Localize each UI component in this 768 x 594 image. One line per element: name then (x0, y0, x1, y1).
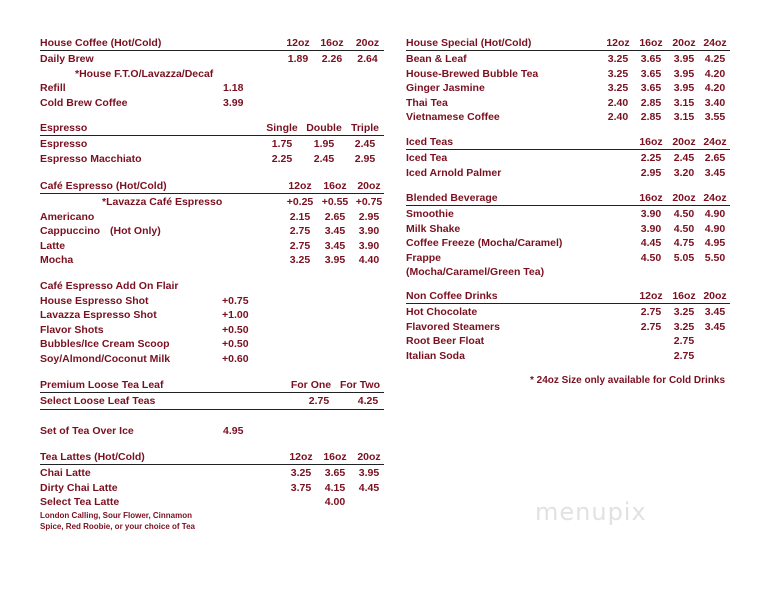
item-price: 3.65 (640, 82, 662, 94)
item-price: 2.75 (289, 225, 311, 237)
item-price: 3.90 (640, 222, 662, 235)
item-price: 2.25 (271, 152, 293, 165)
item-price: 3.25 (289, 254, 311, 266)
menu-item (40, 81, 384, 96)
item-price: 1.18 (223, 82, 244, 94)
size-label: 20oz (355, 37, 380, 49)
menu-item (406, 349, 730, 364)
size-label: Single (266, 122, 298, 134)
item-name: House Espresso Shot (40, 294, 149, 307)
item-price: 2.75 (289, 239, 311, 252)
size-label: 16oz (639, 192, 663, 204)
section-title: Non Coffee Drinks (406, 290, 498, 302)
section-title: Premium Loose Tea Leaf (40, 379, 164, 391)
item-price: 4.75 (673, 237, 695, 249)
menu-item (40, 308, 340, 323)
item-price: 2.75 (673, 335, 695, 347)
house-coffee-header (40, 36, 384, 51)
menu-item (406, 251, 730, 266)
menu-item (406, 334, 730, 349)
item-price: 3.99 (223, 96, 244, 109)
item-price: 2.75 (640, 320, 662, 333)
loose-tea-header (40, 378, 384, 393)
item-name: Daily Brew (40, 53, 94, 65)
description-line: London Calling, Sour Flower, Cinnamon (40, 510, 192, 520)
item-price: 4.20 (704, 67, 726, 80)
cafe-espresso-header (40, 179, 384, 194)
item-name: Latte (40, 239, 66, 252)
item-price: 4.95 (223, 424, 244, 437)
item-price: +0.25 (286, 196, 314, 208)
size-label: 20oz (703, 290, 727, 302)
menu-item (40, 466, 384, 481)
menu-item (40, 294, 340, 309)
item-price: 3.65 (640, 53, 662, 65)
item-price: 1.89 (287, 53, 309, 65)
tea-lattes-section (40, 450, 384, 532)
menu-item (40, 152, 384, 167)
menu-item (406, 110, 730, 125)
size-label: 20oz (357, 451, 381, 463)
size-label: 24oz (703, 192, 727, 204)
addon-title-row (40, 279, 340, 294)
menu-item (40, 424, 384, 439)
item-name: Italian Soda (406, 349, 465, 362)
menu-item (406, 96, 730, 111)
item-price: 3.95 (673, 53, 695, 65)
item-price: 2.95 (358, 210, 380, 223)
item-price: 2.40 (607, 111, 629, 123)
item-price: 2.65 (704, 152, 726, 164)
item-price: 3.45 (704, 320, 726, 333)
item-name: Select Loose Leaf Teas (40, 395, 156, 407)
item-price: 3.90 (358, 239, 380, 252)
item-name: Chai Latte (40, 467, 91, 479)
item-price: 4.25 (357, 395, 379, 407)
size-label: Double (306, 122, 342, 134)
item-price: 4.45 (358, 481, 380, 494)
item-name: Coffee Freeze (Mocha/Caramel) (406, 237, 563, 249)
item-name: Bean & Leaf (406, 53, 467, 65)
item-price: 4.15 (324, 481, 346, 494)
item-price: 2.40 (607, 96, 629, 109)
item-name: Mocha (40, 254, 74, 266)
item-price: +0.50 (222, 323, 249, 336)
size-label: Triple (350, 122, 379, 134)
item-price: 3.15 (673, 111, 695, 123)
menu-item (406, 67, 730, 82)
item-price: 3.20 (673, 166, 695, 179)
item-name: Lavazza Espresso Shot (40, 309, 157, 321)
menu-note (40, 195, 384, 210)
item-price: 3.25 (290, 467, 312, 479)
item-name: Milk Shake (406, 222, 461, 235)
size-label: 16oz (320, 37, 344, 49)
item-price: 4.00 (324, 496, 346, 508)
item-price: 3.90 (358, 225, 380, 237)
item-price: 3.90 (640, 208, 662, 220)
item-name: Select Tea Latte (40, 496, 120, 508)
item-price: 2.45 (313, 152, 335, 165)
item-name: Ginger Jasmine (406, 82, 485, 94)
item-price: 4.90 (704, 208, 726, 220)
section-title: House Coffee (Hot/Cold) (40, 37, 162, 49)
size-label: For One (290, 379, 332, 391)
size-label: 16oz (323, 451, 347, 463)
item-price: +0.55 (321, 196, 349, 208)
description-line: Spice, Red Roobie, or your choice of Tea (40, 521, 195, 531)
item-name: Cappuccino (40, 225, 101, 237)
menu-item (406, 236, 730, 251)
non-coffee-header (406, 289, 730, 304)
item-price: 3.95 (324, 254, 346, 266)
item-name: Flavored Steamers (406, 320, 500, 333)
espresso-header (40, 121, 384, 136)
footnote: * 24oz Size only available for Cold Drinks (530, 375, 726, 386)
blended-header (406, 191, 730, 206)
item-price: 4.50 (640, 251, 662, 264)
item-name: Vietnamese Coffee (406, 111, 500, 123)
menu-note (40, 67, 384, 82)
item-price: 2.95 (640, 166, 662, 179)
item-extra: (Hot Only) (110, 225, 161, 237)
menu-item (40, 495, 384, 510)
item-price: 2.75 (308, 395, 330, 407)
menu-item (406, 222, 730, 237)
menu-item (40, 352, 340, 367)
item-price: +1.00 (222, 309, 249, 321)
item-price: 3.95 (358, 467, 380, 479)
item-price: 2.15 (289, 210, 311, 223)
item-name: Bubbles/Ice Cream Scoop (40, 338, 170, 350)
menu-item (406, 207, 730, 222)
house-special-header (406, 36, 730, 51)
item-name: Hot Chocolate (406, 306, 478, 318)
size-label: 20oz (672, 136, 696, 148)
item-price: 3.25 (607, 82, 629, 94)
size-label: 24oz (703, 136, 727, 148)
menu-item (40, 137, 384, 152)
item-price: 2.95 (354, 152, 376, 165)
item-name: Thai Tea (406, 96, 448, 109)
item-price: +0.50 (222, 338, 249, 350)
item-price: 3.65 (640, 67, 662, 80)
item-name: House-Brewed Bubble Tea (406, 67, 539, 80)
section-title: House Special (Hot/Cold) (406, 37, 532, 49)
item-name: Espresso (40, 138, 88, 150)
item-price: 4.25 (704, 53, 726, 65)
item-price: 5.05 (673, 251, 695, 264)
item-price: 3.45 (324, 225, 346, 237)
item-price: 2.85 (640, 111, 662, 123)
section-title: Blended Beverage (406, 192, 498, 204)
size-label: 20oz (672, 37, 696, 49)
item-price: +0.75 (222, 294, 249, 307)
item-name: Cold Brew Coffee (40, 96, 128, 109)
menu-item (40, 210, 384, 225)
item-price: 2.45 (354, 138, 376, 150)
item-name: Root Beer Float (406, 335, 485, 347)
iced-teas-header (406, 135, 730, 150)
tea-lattes-header (40, 450, 384, 465)
item-name: Flavor Shots (40, 323, 104, 336)
item-price: 2.75 (640, 306, 662, 318)
item-price: 2.26 (321, 53, 343, 65)
item-price: 3.25 (673, 320, 695, 333)
item-price: 4.20 (704, 82, 726, 94)
menu-item (406, 320, 730, 335)
item-name: Iced Tea (406, 152, 448, 164)
item-name: Refill (40, 82, 66, 94)
item-price: 4.90 (704, 222, 726, 235)
item-price: 3.75 (290, 481, 312, 494)
size-label: 20oz (672, 192, 696, 204)
item-price: 3.65 (324, 467, 346, 479)
item-price: 2.45 (673, 152, 695, 164)
house-coffee-section (40, 36, 384, 110)
menu-item (40, 394, 384, 410)
size-label: 20oz (357, 180, 381, 192)
item-price: 1.75 (271, 138, 293, 150)
item-price: 2.65 (324, 210, 346, 223)
section-title: Iced Teas (406, 136, 454, 148)
item-price: 2.64 (357, 53, 378, 65)
item-price: 3.25 (607, 67, 629, 80)
item-price: 2.25 (640, 152, 662, 164)
menu-item (40, 96, 384, 111)
menu-item (40, 481, 384, 496)
item-name: Espresso Macchiato (40, 152, 142, 165)
size-label: 16oz (672, 290, 696, 302)
item-description (40, 510, 384, 521)
item-price: 4.95 (704, 237, 726, 249)
item-price: 3.15 (673, 96, 695, 109)
note-text: *House F.T.O/Lavazza/Decaf (75, 67, 214, 80)
menu-item (406, 81, 730, 96)
espresso-section (40, 121, 384, 166)
note-text: *Lavazza Café Espresso (102, 196, 223, 208)
section-title: Café Espresso Add On Flair (40, 280, 179, 292)
spacer (40, 410, 384, 424)
cafe-espresso-section (40, 179, 384, 268)
size-label: 12oz (286, 37, 310, 49)
section-title: Espresso (40, 122, 88, 134)
item-name: Americano (40, 210, 95, 223)
menu-item (40, 52, 384, 67)
iced-teas-section (406, 135, 730, 180)
watermark-logo: menupix (535, 498, 647, 526)
item-price: 4.40 (358, 254, 380, 266)
size-label: 16oz (639, 37, 663, 49)
loose-tea-section (40, 378, 384, 438)
item-price: 3.55 (704, 111, 726, 123)
item-price: 3.95 (673, 67, 695, 80)
item-price: +0.75 (355, 196, 383, 208)
item-price: 3.95 (673, 82, 695, 94)
menu-item (406, 151, 730, 166)
item-name: Smoothie (406, 208, 454, 220)
item-price: 5.50 (704, 251, 726, 264)
menu-item (40, 253, 384, 268)
size-label: 12oz (639, 290, 663, 302)
item-price: 4.45 (640, 237, 662, 249)
menu-item (406, 305, 730, 320)
menu-item (406, 166, 730, 181)
addon-section (40, 279, 340, 366)
house-special-section (406, 36, 730, 125)
item-price: 4.50 (673, 208, 695, 220)
item-price: 3.25 (673, 306, 695, 318)
size-label: 12oz (606, 37, 630, 49)
item-price: 1.95 (313, 138, 335, 150)
size-label: 12oz (288, 180, 312, 192)
item-price: 3.45 (324, 239, 346, 252)
subtext-line: (Mocha/Caramel/Green Tea) (406, 266, 545, 278)
non-coffee-section (406, 289, 730, 363)
size-label: 12oz (289, 451, 313, 463)
item-price: 3.40 (704, 96, 726, 109)
size-label: 16oz (639, 136, 663, 148)
item-name: Iced Arnold Palmer (406, 166, 502, 179)
item-name: Dirty Chai Latte (40, 481, 118, 494)
item-name: Set of Tea Over Ice (40, 424, 134, 437)
size-label: 24oz (703, 37, 727, 49)
item-price: 4.50 (673, 222, 695, 235)
menu-item (40, 239, 384, 254)
item-price: 2.75 (673, 349, 695, 362)
item-name: Soy/Almond/Coconut Milk (40, 352, 171, 365)
menu-item (40, 323, 340, 338)
menu-item (40, 224, 384, 239)
menu-item (40, 337, 340, 352)
item-price: +0.60 (222, 352, 249, 365)
menu-item (406, 52, 730, 67)
item-price: 3.45 (704, 166, 726, 179)
item-name: Frappe (406, 251, 442, 264)
item-price: 3.25 (607, 53, 629, 65)
size-label: For Two (339, 379, 381, 391)
size-label: 16oz (323, 180, 347, 192)
item-subtext (406, 265, 730, 280)
section-title: Tea Lattes (Hot/Cold) (40, 451, 145, 463)
item-description (40, 521, 384, 532)
blended-section (406, 191, 730, 280)
item-price: 2.85 (640, 96, 662, 109)
section-title: Café Espresso (Hot/Cold) (40, 180, 167, 192)
item-price: 3.45 (704, 306, 726, 318)
